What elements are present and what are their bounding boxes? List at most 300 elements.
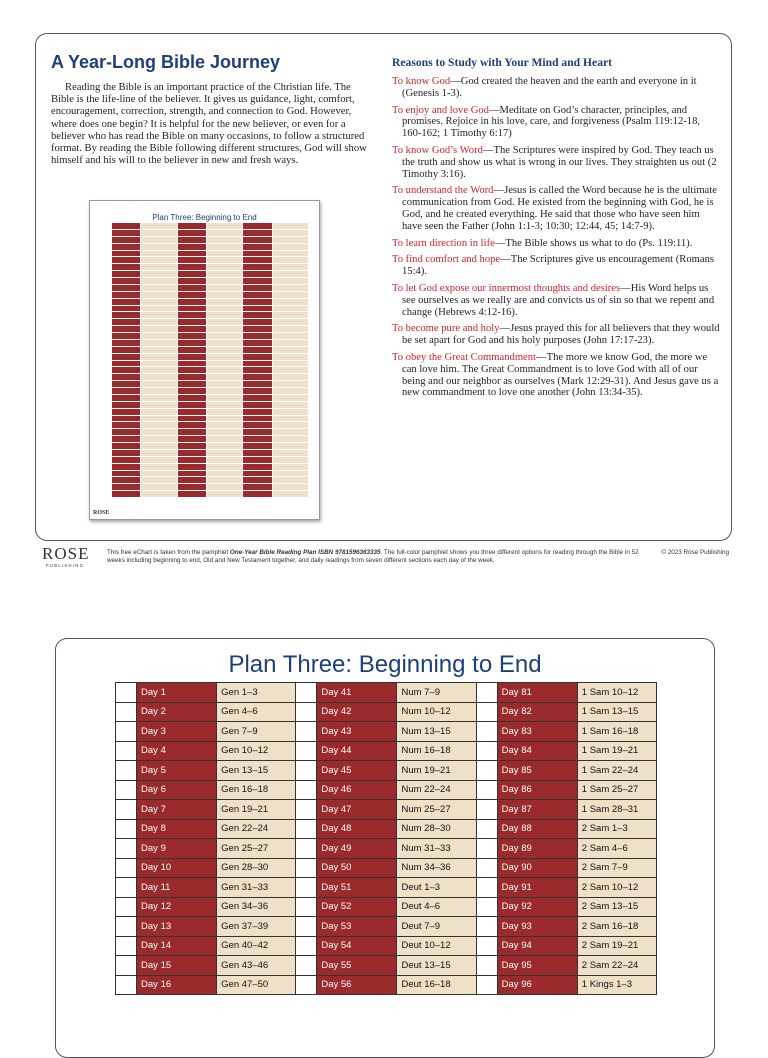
intro-card (35, 33, 732, 541)
thumbnail-day-cell (178, 299, 206, 305)
plan-title: Plan Three: Beginning to End (228, 651, 542, 678)
checkbox-cell[interactable] (296, 897, 317, 917)
day-cell: Day 13 (137, 917, 217, 937)
thumbnail-reading-cell (140, 491, 176, 497)
thumbnail-row (178, 223, 243, 230)
thumbnail-day-cell (243, 381, 271, 387)
thumbnail-row (178, 491, 243, 498)
thumbnail-row (243, 340, 308, 347)
thumbnail-row (178, 244, 243, 251)
thumbnail-row (112, 443, 177, 450)
thumbnail-reading-cell (140, 374, 176, 380)
thumbnail-reading-cell (272, 292, 308, 298)
table-row (116, 819, 657, 839)
checkbox-cell[interactable] (296, 702, 317, 722)
checkbox-cell[interactable] (296, 839, 317, 859)
checkbox-cell[interactable] (116, 702, 137, 722)
thumbnail-row (178, 347, 243, 354)
thumbnail-day-cell (178, 395, 206, 401)
reading-cell: Num 10–12 (397, 702, 476, 722)
thumbnail-row (243, 264, 308, 271)
reason-heading: To learn direction in life (392, 237, 495, 249)
reasons-list (392, 76, 720, 399)
thumbnail-day-cell (178, 333, 206, 339)
thumbnail-day-cell (112, 340, 140, 346)
thumbnail-row (243, 491, 308, 498)
thumbnail-day-cell (112, 292, 140, 298)
checkbox-cell[interactable] (476, 683, 497, 703)
checkbox-cell[interactable] (116, 741, 137, 761)
thumbnail-row (112, 347, 177, 354)
thumbnail-day-cell (178, 388, 206, 394)
day-cell: Day 54 (317, 936, 397, 956)
thumbnail-day-cell (178, 464, 206, 470)
thumbnail-reading-cell (272, 484, 308, 490)
thumbnail-row (112, 381, 177, 388)
thumbnail-reading-cell (206, 340, 242, 346)
checkbox-cell[interactable] (296, 878, 317, 898)
thumbnail-reading-cell (206, 450, 242, 456)
thumbnail-day-cell (178, 326, 206, 332)
checkbox-cell[interactable] (116, 780, 137, 800)
checkbox-cell[interactable] (476, 722, 497, 742)
checkbox-cell[interactable] (116, 917, 137, 937)
thumbnail-grid (112, 223, 308, 498)
thumbnail-day-cell (243, 422, 271, 428)
thumbnail-row (178, 230, 243, 237)
thumbnail-reading-cell (272, 443, 308, 449)
thumbnail-row (178, 477, 243, 484)
thumbnail-reading-cell (206, 278, 242, 284)
reading-cell: Deut 1–3 (397, 878, 476, 898)
thumbnail-day-cell (178, 251, 206, 257)
thumbnail-reading-cell (140, 361, 176, 367)
checkbox-cell[interactable] (476, 917, 497, 937)
thumbnail-logo: ROSE (93, 510, 110, 516)
thumbnail-reading-cell (140, 381, 176, 387)
thumbnail-row (112, 278, 177, 285)
thumbnail-day-cell (112, 436, 140, 442)
thumbnail-day-cell (112, 457, 140, 463)
thumbnail-reading-cell (206, 491, 242, 497)
thumbnail-reading-cell (140, 402, 176, 408)
thumbnail-day-cell (112, 409, 140, 415)
logo-subtitle: PUBLISHING (45, 563, 85, 568)
footer-description (107, 549, 647, 564)
thumbnail-row (243, 457, 308, 464)
thumbnail-day-cell (243, 395, 271, 401)
day-cell: Day 81 (497, 683, 577, 703)
table-row (116, 741, 657, 761)
thumbnail-day-cell (243, 285, 271, 291)
day-cell: Day 10 (137, 858, 217, 878)
thumbnail-row (112, 395, 177, 402)
thumbnail-day-cell (243, 347, 271, 353)
checkbox-cell[interactable] (116, 800, 137, 820)
thumbnail-reading-cell (272, 450, 308, 456)
thumbnail-day-cell (112, 402, 140, 408)
thumbnail-row (112, 429, 177, 436)
thumbnail-row (112, 312, 177, 319)
thumbnail-row (178, 264, 243, 271)
thumbnail-reading-cell (272, 223, 308, 229)
reason-heading: To let God expose our innermost thoughts and desires (392, 282, 621, 294)
thumbnail-reading-cell (206, 367, 242, 373)
thumbnail-row (178, 374, 243, 381)
thumbnail-day-cell (112, 333, 140, 339)
thumbnail-reading-cell (206, 285, 242, 291)
thumbnail-reading-cell (206, 230, 242, 236)
thumbnail-row (243, 436, 308, 443)
thumbnail-day-cell (112, 388, 140, 394)
thumbnail-row (243, 333, 308, 340)
checkbox-cell[interactable] (476, 780, 497, 800)
thumbnail-reading-cell (206, 251, 242, 257)
checkbox-cell[interactable] (476, 878, 497, 898)
thumbnail-reading-cell (206, 237, 242, 243)
checkbox-cell[interactable] (296, 819, 317, 839)
thumbnail-reading-cell (140, 264, 176, 270)
thumbnail-row (178, 388, 243, 395)
thumbnail-reading-cell (206, 457, 242, 463)
checkbox-cell[interactable] (116, 878, 137, 898)
reading-cell: Num 7–9 (397, 683, 476, 703)
thumbnail-reading-cell (140, 306, 176, 312)
table-row (116, 956, 657, 976)
thumbnail-day-cell (112, 484, 140, 490)
checkbox-cell[interactable] (476, 741, 497, 761)
checkbox-cell[interactable] (116, 858, 137, 878)
thumbnail-day-cell (178, 312, 206, 318)
thumbnail-day-cell (178, 257, 206, 263)
thumbnail-day-cell (112, 257, 140, 263)
thumbnail-day-cell (178, 237, 206, 243)
checkbox-cell[interactable] (116, 956, 137, 976)
checkbox-cell[interactable] (116, 897, 137, 917)
thumbnail-row (112, 416, 177, 423)
thumbnail-row (178, 237, 243, 244)
reason-item (392, 238, 720, 250)
thumbnail-reading-cell (272, 333, 308, 339)
thumbnail-reading-cell (272, 416, 308, 422)
thumbnail-day-cell (178, 457, 206, 463)
thumbnail-row (112, 257, 177, 264)
pamphlet-title: One-Year Bible Reading Plan ISBN 9781596363335 (229, 549, 381, 556)
thumbnail-reading-cell (206, 381, 242, 387)
thumbnail-day-cell (178, 340, 206, 346)
thumbnail-row (112, 251, 177, 258)
thumbnail-reading-cell (206, 244, 242, 250)
thumbnail-column (112, 223, 177, 498)
day-cell: Day 47 (317, 800, 397, 820)
reading-cell: 2 Sam 19–21 (577, 936, 656, 956)
day-cell: Day 52 (317, 897, 397, 917)
checkbox-cell[interactable] (296, 800, 317, 820)
day-cell: Day 85 (497, 761, 577, 781)
thumbnail-row (112, 244, 177, 251)
thumbnail-reading-cell (272, 264, 308, 270)
thumbnail-day-cell (243, 292, 271, 298)
checkbox-cell[interactable] (476, 975, 497, 995)
day-cell: Day 87 (497, 800, 577, 820)
reading-cell: Gen 10–12 (217, 741, 296, 761)
thumbnail-row (243, 450, 308, 457)
thumbnail-reading-cell (206, 477, 242, 483)
reason-item (392, 145, 720, 180)
thumbnail-day-cell (178, 306, 206, 312)
day-cell: Day 45 (317, 761, 397, 781)
thumbnail-reading-cell (140, 422, 176, 428)
reading-cell: Num 34–36 (397, 858, 476, 878)
thumbnail-day-cell (178, 471, 206, 477)
day-cell: Day 86 (497, 780, 577, 800)
checkbox-cell[interactable] (116, 839, 137, 859)
reason-item (392, 283, 720, 318)
day-cell: Day 55 (317, 956, 397, 976)
thumbnail-row (112, 477, 177, 484)
checkbox-cell[interactable] (476, 936, 497, 956)
thumbnail-day-cell (112, 278, 140, 284)
checkbox-cell[interactable] (116, 722, 137, 742)
thumbnail-row (112, 340, 177, 347)
checkbox-cell[interactable] (476, 858, 497, 878)
thumbnail-day-cell (243, 333, 271, 339)
thumbnail-day-cell (178, 402, 206, 408)
reading-plan-table (115, 682, 657, 995)
thumbnail-day-cell (112, 230, 140, 236)
thumbnail-reading-cell (140, 251, 176, 257)
checkbox-cell[interactable] (296, 741, 317, 761)
reading-cell: Num 28–30 (397, 819, 476, 839)
checkbox-cell[interactable] (296, 780, 317, 800)
thumbnail-reading-cell (272, 388, 308, 394)
thumbnail-reading-cell (206, 319, 242, 325)
thumbnail-day-cell (243, 271, 271, 277)
thumbnail-row (178, 436, 243, 443)
thumbnail-row (243, 257, 308, 264)
thumbnail-row (178, 422, 243, 429)
thumbnail-reading-cell (140, 326, 176, 332)
thumbnail-row (178, 429, 243, 436)
thumbnail-reading-cell (206, 257, 242, 263)
thumbnail-row (178, 271, 243, 278)
thumbnail-reading-cell (272, 251, 308, 257)
thumbnail-row (112, 402, 177, 409)
thumbnail-row (178, 395, 243, 402)
thumbnail-row (112, 326, 177, 333)
checkbox-cell[interactable] (296, 858, 317, 878)
thumbnail-reading-cell (140, 354, 176, 360)
thumbnail-reading-cell (140, 319, 176, 325)
table-row (116, 839, 657, 859)
checkbox-cell[interactable] (296, 975, 317, 995)
thumbnail-row (243, 292, 308, 299)
thumbnail-row (243, 223, 308, 230)
thumbnail-reading-cell (206, 312, 242, 318)
day-cell: Day 4 (137, 741, 217, 761)
checkbox-cell[interactable] (296, 683, 317, 703)
table-row (116, 878, 657, 898)
day-cell: Day 48 (317, 819, 397, 839)
reading-cell: Gen 22–24 (217, 819, 296, 839)
reading-cell: 2 Sam 1–3 (577, 819, 656, 839)
thumbnail-row (178, 361, 243, 368)
day-cell: Day 6 (137, 780, 217, 800)
reading-cell: Gen 25–27 (217, 839, 296, 859)
reason-text: —Jesus is called the Word because he is the ultimate communication from God. He existed from the beginning with God, he is God, and he created everything. He said that those who have seen him have seen the Father (John 1:1-3; 10:30; 12:44, 45; 14:7-9). (402, 185, 717, 232)
checkbox-cell[interactable] (116, 761, 137, 781)
thumbnail-row (243, 464, 308, 471)
thumbnail-row (112, 464, 177, 471)
checkbox-cell[interactable] (476, 761, 497, 781)
thumbnail-reading-cell (140, 367, 176, 373)
checkbox-cell[interactable] (476, 800, 497, 820)
day-cell: Day 42 (317, 702, 397, 722)
table-row (116, 761, 657, 781)
thumbnail-row (178, 443, 243, 450)
checkbox-cell[interactable] (296, 761, 317, 781)
thumbnail-reading-cell (206, 223, 242, 229)
reading-cell: Gen 31–33 (217, 878, 296, 898)
thumbnail-day-cell (178, 244, 206, 250)
reasons-heading: Reasons to Study with Your Mind and Heart (392, 56, 612, 69)
thumbnail-day-cell (243, 477, 271, 483)
thumbnail-day-cell (243, 299, 271, 305)
thumbnail-row (243, 422, 308, 429)
thumbnail-row (243, 471, 308, 478)
thumbnail-day-cell (112, 223, 140, 229)
table-row (116, 780, 657, 800)
plan-thumbnail[interactable] (89, 200, 320, 520)
reading-cell: Gen 37–39 (217, 917, 296, 937)
day-cell: Day 94 (497, 936, 577, 956)
thumbnail-row (178, 340, 243, 347)
thumbnail-row (243, 388, 308, 395)
checkbox-cell[interactable] (476, 702, 497, 722)
thumbnail-row (112, 409, 177, 416)
checkbox-cell[interactable] (296, 917, 317, 937)
day-cell: Day 43 (317, 722, 397, 742)
reading-cell: Deut 16–18 (397, 975, 476, 995)
thumbnail-row (178, 306, 243, 313)
thumbnail-reading-cell (272, 299, 308, 305)
thumbnail-reading-cell (140, 347, 176, 353)
checkbox-cell[interactable] (116, 936, 137, 956)
thumbnail-day-cell (243, 402, 271, 408)
reading-cell: 2 Sam 10–12 (577, 878, 656, 898)
reading-cell: 2 Sam 22–24 (577, 956, 656, 976)
thumbnail-day-cell (243, 457, 271, 463)
reason-text: —Meditate on God’s character, principles, and promises. Rejoice in his love, care, and forgiveness (Psalm 119:12-18, 160-162; 1 Timothy 6:17) (402, 104, 701, 140)
thumbnail-reading-cell (206, 361, 242, 367)
checkbox-cell[interactable] (476, 839, 497, 859)
thumbnail-reading-cell (206, 409, 242, 415)
thumbnail-day-cell (178, 347, 206, 353)
reading-cell: Num 19–21 (397, 761, 476, 781)
thumbnail-reading-cell (272, 395, 308, 401)
checkbox-cell[interactable] (296, 956, 317, 976)
thumbnail-row (112, 354, 177, 361)
thumbnail-reading-cell (272, 278, 308, 284)
thumbnail-row (178, 402, 243, 409)
thumbnail-reading-cell (272, 491, 308, 497)
checkbox-cell[interactable] (296, 936, 317, 956)
table-row (116, 702, 657, 722)
thumbnail-row (112, 450, 177, 457)
thumbnail-reading-cell (140, 257, 176, 263)
thumbnail-reading-cell (272, 319, 308, 325)
thumbnail-reading-cell (140, 333, 176, 339)
checkbox-cell[interactable] (116, 975, 137, 995)
checkbox-cell[interactable] (296, 722, 317, 742)
reading-cell: Gen 43–46 (217, 956, 296, 976)
reading-cell: Gen 4–6 (217, 702, 296, 722)
reason-text: —His Word helps us see ourselves as we really are and convicts us of sin so that we repent and change (Hebrews 4:12-16). (402, 282, 715, 318)
checkbox-cell[interactable] (476, 956, 497, 976)
thumbnail-reading-cell (140, 292, 176, 298)
thumbnail-row (178, 326, 243, 333)
thumbnail-row (178, 367, 243, 374)
thumbnail-reading-cell (272, 306, 308, 312)
checkbox-cell[interactable] (116, 819, 137, 839)
thumbnail-reading-cell (206, 429, 242, 435)
checkbox-cell[interactable] (116, 683, 137, 703)
checkbox-cell[interactable] (476, 897, 497, 917)
reason-heading: To find comfort and hope (392, 254, 501, 266)
day-cell: Day 41 (317, 683, 397, 703)
thumbnail-reading-cell (272, 230, 308, 236)
thumbnail-row (243, 271, 308, 278)
thumbnail-row (178, 285, 243, 292)
thumbnail-reading-cell (272, 285, 308, 291)
thumbnail-row (112, 374, 177, 381)
thumbnail-reading-cell (272, 354, 308, 360)
thumbnail-day-cell (243, 484, 271, 490)
thumbnail-reading-cell (272, 340, 308, 346)
thumbnail-row (112, 264, 177, 271)
thumbnail-row (243, 237, 308, 244)
day-cell: Day 14 (137, 936, 217, 956)
page-title: A Year-Long Bible Journey (51, 52, 281, 72)
day-cell: Day 88 (497, 819, 577, 839)
thumbnail-day-cell (243, 374, 271, 380)
reading-cell: Deut 10–12 (397, 936, 476, 956)
day-cell: Day 46 (317, 780, 397, 800)
day-cell: Day 44 (317, 741, 397, 761)
thumbnail-day-cell (112, 464, 140, 470)
table-row (116, 858, 657, 878)
thumbnail-reading-cell (206, 443, 242, 449)
thumbnail-day-cell (112, 429, 140, 435)
thumbnail-reading-cell (206, 306, 242, 312)
rose-publishing-logo (42, 546, 88, 570)
thumbnail-day-cell (178, 230, 206, 236)
reason-item (392, 105, 720, 140)
thumbnail-row (178, 312, 243, 319)
thumbnail-day-cell (243, 257, 271, 263)
day-cell: Day 7 (137, 800, 217, 820)
reading-cell: 1 Sam 22–24 (577, 761, 656, 781)
reading-cell: 1 Sam 19–21 (577, 741, 656, 761)
checkbox-cell[interactable] (476, 819, 497, 839)
thumbnail-row (243, 306, 308, 313)
thumbnail-reading-cell (272, 244, 308, 250)
thumbnail-reading-cell (140, 477, 176, 483)
thumbnail-row (243, 361, 308, 368)
thumbnail-title: Plan Three: Beginning to End (152, 213, 257, 222)
logo-wordmark: ROSE (42, 544, 90, 563)
thumbnail-reading-cell (206, 484, 242, 490)
